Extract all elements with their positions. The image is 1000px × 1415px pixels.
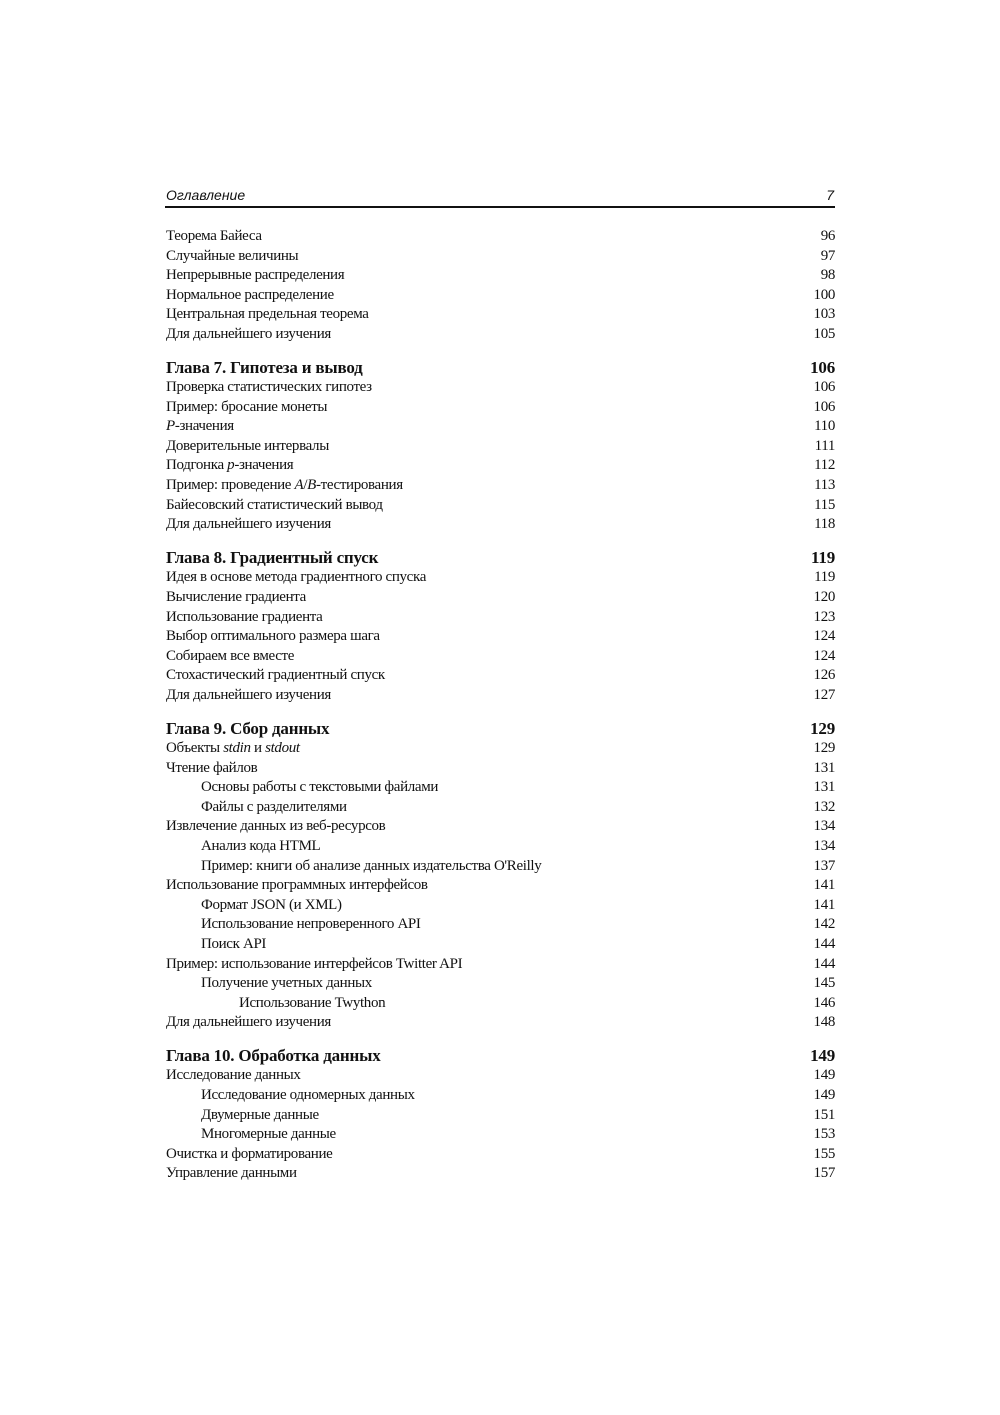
toc-page-number: 98: [820, 267, 835, 284]
toc-title-part: /: [303, 477, 308, 494]
toc-entry[interactable]: [166, 568, 835, 588]
toc-entry[interactable]: [166, 778, 835, 798]
toc-title-part: Подгонка: [166, 457, 228, 474]
toc-entry-title: Использование Twython: [239, 994, 386, 1011]
toc-title-part: -значения: [174, 418, 234, 435]
toc-entry-title: Управление данными: [166, 1165, 297, 1182]
toc-page-number: 129: [813, 739, 835, 756]
toc-page-number: 148: [813, 1014, 835, 1031]
toc-entry-title: Многомерные данные: [201, 1126, 336, 1143]
toc-page-number: 141: [813, 877, 835, 894]
toc-title-part: -тестирования: [316, 477, 403, 494]
toc-entry-title: Чтение файлов: [166, 759, 258, 776]
toc-page-number: 134: [813, 818, 835, 835]
toc-entry-title: Использование градиента: [166, 608, 323, 625]
toc-entry[interactable]: [166, 1013, 835, 1033]
toc-entry[interactable]: [166, 837, 835, 857]
toc-entry-title: Исследование одномерных данных: [201, 1086, 415, 1103]
toc-entry-title: Центральная предельная теорема: [166, 306, 369, 323]
toc-page-number: 137: [813, 857, 835, 874]
toc-page-number: 106: [810, 358, 835, 378]
toc-entry[interactable]: [166, 1145, 835, 1165]
running-header-title: Оглавление: [166, 187, 246, 203]
toc-page-number: 132: [813, 798, 835, 815]
toc-entry-title: Файлы с разделителями: [201, 798, 347, 815]
toc-entry[interactable]: [166, 398, 835, 418]
toc-page-number: 97: [820, 247, 835, 264]
toc-page-number: 103: [813, 306, 835, 323]
toc-entry-title: Байесовский статистический вывод: [166, 496, 383, 513]
toc-page-number: 131: [813, 779, 835, 796]
toc-entry-title: Извлечение данных из веб-ресурсов: [166, 818, 386, 835]
toc-page-number: 131: [813, 759, 835, 776]
toc-entry-title: Нормальное распределение: [166, 286, 334, 303]
toc-entry-title: Глава 10. Обработка данных: [166, 1046, 381, 1066]
toc-entry[interactable]: [166, 456, 835, 476]
toc-entry[interactable]: [166, 378, 835, 398]
toc-entry[interactable]: [166, 876, 835, 896]
toc-chapter-entry[interactable]: [166, 357, 835, 378]
toc-entry-title: Анализ кода HTML: [201, 837, 321, 854]
toc-entry-title: Для дальнейшего изучения: [166, 325, 331, 342]
toc-entry-title: Непрерывные распределения: [166, 267, 345, 284]
toc-page-number: 119: [814, 569, 835, 586]
toc-page-number: 96: [820, 228, 835, 244]
toc-entry-title: Двумерные данные: [201, 1106, 319, 1123]
toc-entry[interactable]: [166, 1106, 835, 1126]
toc-page-number: 134: [813, 837, 835, 854]
toc-entry-title: Собираем все вместе: [166, 647, 295, 664]
toc-entry[interactable]: [166, 305, 835, 325]
toc-entry-title: Исследование данных: [166, 1067, 301, 1084]
toc-entry-title: Очистка и форматирование: [166, 1145, 333, 1162]
toc-page-number: 119: [811, 548, 835, 568]
toc-page-number: 149: [813, 1067, 835, 1084]
toc-entry-title: Вычисление градиента: [166, 588, 306, 605]
toc-entry[interactable]: [166, 515, 835, 535]
toc-title-part: P: [166, 418, 175, 435]
toc-entry[interactable]: [166, 1164, 835, 1184]
toc-entry[interactable]: [166, 325, 835, 345]
toc-entry-title: Глава 9. Сбор данных: [166, 718, 330, 738]
toc-page-number: 113: [814, 477, 835, 494]
toc-entry[interactable]: [166, 588, 835, 608]
toc-entry-title: Проверка статистических гипотез: [166, 379, 372, 396]
toc-page-number: 146: [813, 994, 835, 1011]
toc-title-part: stdin: [223, 739, 251, 756]
toc-entry[interactable]: [166, 1125, 835, 1145]
toc-entry[interactable]: [166, 647, 835, 667]
toc-entry-title: Формат JSON (и XML): [201, 896, 342, 913]
toc-entry-title: Доверительные интервалы: [166, 437, 329, 454]
toc-entry[interactable]: [166, 798, 835, 818]
toc-entry-title: Пример: использование интерфейсов Twitter API: [166, 955, 463, 972]
toc-page-number: 141: [813, 896, 835, 913]
toc-title-part: A: [294, 477, 304, 494]
toc-entry-title: Пример: книги об анализе данных издательства O'Reilly: [201, 857, 542, 874]
toc-entry[interactable]: [166, 759, 835, 779]
toc-title-part: stdout: [265, 739, 300, 756]
toc-entry-title: Глава 7. Гипотеза и вывод: [166, 358, 363, 378]
toc-entry-title: Использование программных интерфейсов: [166, 877, 428, 894]
toc-entry[interactable]: [166, 496, 835, 516]
toc-entry[interactable]: [166, 417, 835, 437]
toc-entry-title: Для дальнейшего изучения: [166, 686, 331, 703]
toc-title-part: B: [307, 477, 316, 494]
toc-entry-title: Идея в основе метода градиентного спуска: [166, 569, 427, 586]
toc-page-number: 157: [813, 1165, 835, 1182]
toc-page-number: 127: [813, 686, 835, 703]
toc-chapter-entry[interactable]: [166, 718, 835, 739]
toc-page-number: 124: [813, 628, 835, 645]
toc-entry-title: Использование непроверенного API: [201, 916, 421, 933]
toc-page-number: 142: [813, 916, 835, 933]
toc-entry-title: Глава 8. Градиентный спуск: [166, 548, 379, 568]
table-of-contents: [166, 227, 835, 1184]
toc-entry-title: [166, 456, 293, 476]
toc-page-number: 105: [813, 325, 835, 342]
toc-page-number: 155: [813, 1145, 835, 1162]
toc-entry[interactable]: [166, 857, 835, 877]
toc-page-number: 115: [814, 496, 835, 513]
toc-page-number: 110: [814, 418, 835, 435]
toc-entry-title: Для дальнейшего изучения: [166, 1014, 331, 1031]
toc-page-number: 123: [813, 608, 835, 625]
page-number: 7: [826, 187, 834, 203]
toc-page-number: 111: [814, 437, 835, 454]
toc-page-number: 151: [813, 1106, 835, 1123]
toc-entry-title: [166, 417, 234, 437]
toc-page-number: 129: [810, 718, 835, 738]
toc-page-number: 100: [813, 286, 835, 303]
toc-entry[interactable]: [166, 1066, 835, 1086]
toc-title-part: -значения: [234, 457, 294, 474]
toc-page-number: 112: [814, 457, 835, 474]
toc-entry-title: Получение учетных данных: [201, 975, 372, 992]
toc-entry[interactable]: [166, 955, 835, 975]
toc-entry[interactable]: [166, 896, 835, 916]
toc-entry[interactable]: [166, 817, 835, 837]
toc-entry-title: Для дальнейшего изучения: [166, 516, 331, 533]
toc-entry[interactable]: [166, 227, 835, 247]
toc-entry[interactable]: [166, 686, 835, 706]
toc-title-part: Объекты: [166, 739, 224, 756]
toc-entry[interactable]: [166, 739, 835, 759]
toc-entry[interactable]: [166, 247, 835, 267]
toc-entry[interactable]: [166, 437, 835, 457]
toc-entry-title: Выбор оптимального размера шага: [166, 628, 380, 645]
toc-entry[interactable]: [166, 286, 835, 306]
toc-entry[interactable]: [166, 915, 835, 935]
toc-entry-title: Случайные величины: [166, 247, 299, 264]
running-header: [165, 186, 835, 208]
toc-page-number: 118: [814, 516, 835, 533]
toc-entry[interactable]: [166, 627, 835, 647]
toc-entry-title: [166, 739, 300, 759]
toc-entry-title: Поиск API: [201, 935, 267, 952]
toc-entry[interactable]: [166, 974, 835, 994]
toc-entry[interactable]: [166, 266, 835, 286]
toc-chapter-entry[interactable]: [166, 1045, 835, 1066]
toc-page-number: 149: [810, 1046, 835, 1066]
toc-entry-title: Пример: бросание монеты: [166, 398, 328, 415]
toc-entry[interactable]: [166, 608, 835, 628]
toc-page-number: 106: [813, 398, 835, 415]
toc-page-number: 144: [813, 935, 835, 952]
toc-page-number: 124: [813, 647, 835, 664]
toc-entry-title: Основы работы с текстовыми файлами: [201, 779, 439, 796]
toc-page-number: 106: [813, 379, 835, 396]
toc-chapter-entry[interactable]: [166, 547, 835, 568]
toc-title-part: Пример: проведение: [166, 477, 295, 494]
toc-entry[interactable]: [166, 1086, 835, 1106]
toc-page-number: 153: [813, 1126, 835, 1143]
toc-page-number: 144: [813, 955, 835, 972]
toc-title-part: и: [250, 739, 266, 756]
toc-title-part: p: [227, 457, 235, 474]
toc-entry-title: Теорема Байеса: [166, 228, 262, 244]
toc-page-number: 145: [813, 975, 835, 992]
toc-page-number: 120: [813, 588, 835, 605]
toc-entry[interactable]: [166, 935, 835, 955]
toc-entry-title: [166, 476, 403, 496]
toc-page-number: 149: [813, 1086, 835, 1103]
toc-entry-title: Стохастический градиентный спуск: [166, 667, 385, 684]
toc-entry[interactable]: [166, 994, 835, 1014]
toc-entry[interactable]: [166, 666, 835, 686]
toc-page-number: 126: [813, 667, 835, 684]
toc-entry[interactable]: [166, 476, 835, 496]
